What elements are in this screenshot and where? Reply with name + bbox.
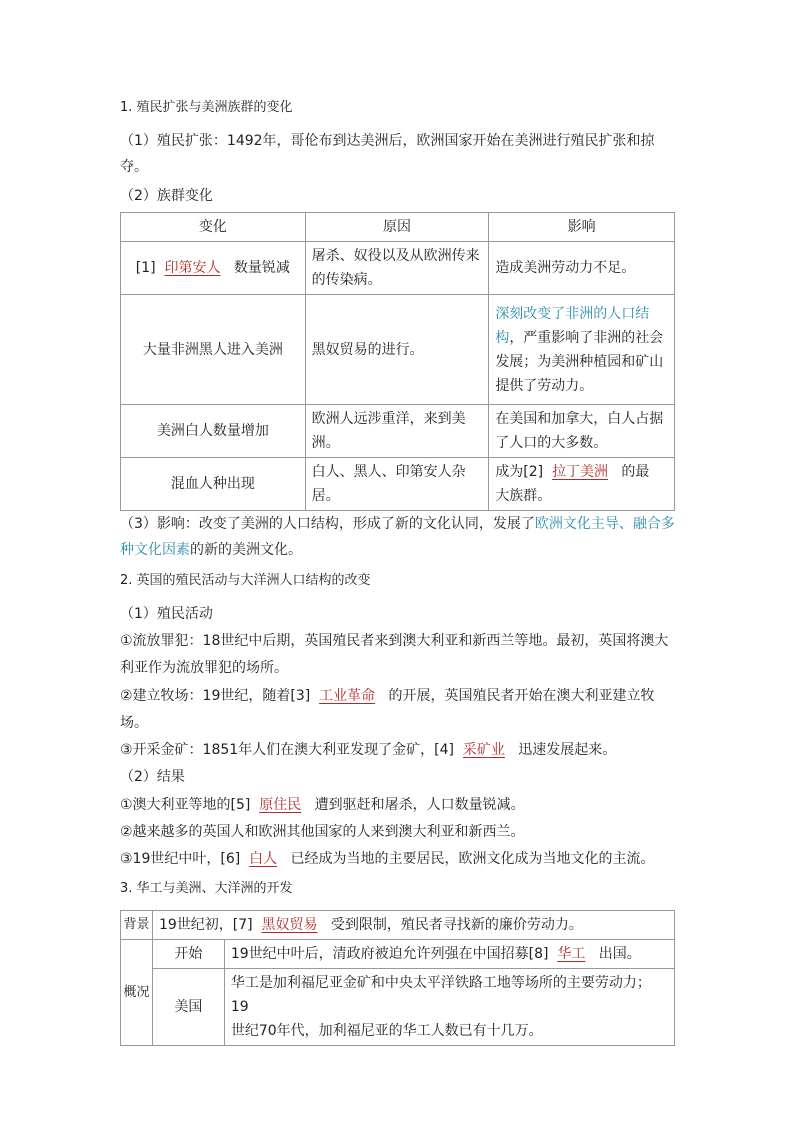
table-header-effect: 影响 <box>489 213 675 242</box>
chinese-laborers-table <box>120 910 675 1046</box>
effect-cell: 造成美洲劳动力不足。 <box>489 242 675 295</box>
effect-cell: 成为[2] 拉丁美洲 的最 大族群。 <box>489 458 675 511</box>
answer-blank: 白人 <box>249 851 278 867</box>
us-label: 美国 <box>152 969 224 1046</box>
cause-cell: 黑奴贸易的进行。 <box>305 295 489 405</box>
section-1-title: 1. 殖民扩张与美洲族群的变化 <box>120 100 293 115</box>
cause-cell: 屠杀、奴役以及从欧洲传来 的传染病。 <box>305 242 489 295</box>
section-1-para-2: （2）族群变化 <box>120 188 213 204</box>
table-row <box>121 405 675 458</box>
background-cell: 19世纪初，[7] 黑奴贸易 受到限制，殖民者寻找新的廉价劳动力。 <box>152 911 674 940</box>
cause-cell: 白人、黑人、印第安人杂 居。 <box>305 458 489 511</box>
answer-blank: 工业革命 <box>319 688 376 704</box>
answer-blank: 原住民 <box>259 797 302 813</box>
change-cell: [1] 印第安人 数量锐减 <box>121 242 306 295</box>
para-convicts-2: 利亚作为流放罪犯的场所。 <box>120 660 288 676</box>
para-convicts-1: ①流放罪犯：18世纪中后期，英国殖民者来到澳大利亚和新西兰等地。最初，英国将澳大 <box>120 633 669 649</box>
answer-blank: 采矿业 <box>462 742 505 758</box>
section-2-sub-1: （1）殖民活动 <box>120 606 213 622</box>
para-result-1: ①澳大利亚等地的[5] 原住民 遭到驱赶和屠杀，人口数量锐减。 <box>120 797 525 813</box>
section-3-title: 3. 华工与美洲、大洋洲的开发 <box>120 881 293 896</box>
para-result-2: ②越来越多的英国人和欧洲其他国家的人来到澳大利亚和新西兰。 <box>120 824 525 840</box>
section-1-para-3a: （3）影响：改变了美洲的人口结构，形成了新的文化认同，发展了欧洲文化主导、融合多 <box>120 516 675 532</box>
section-1-para-3b: 种文化因素的新的美洲文化。 <box>120 542 302 558</box>
table-header-cause: 原因 <box>305 213 489 242</box>
para-result-3: ③19世纪中叶，[6] 白人 已经成为当地的主要居民，欧洲文化成为当地文化的主流。 <box>120 851 655 867</box>
cause-cell: 欧洲人远涉重洋，来到美 洲。 <box>305 405 489 458</box>
section-1-para-1a: （1）殖民扩张：1492年，哥伦布到达美洲后，欧洲国家开始在美洲进行殖民扩张和掠 <box>120 133 655 149</box>
background-label: 背景 <box>121 911 153 940</box>
effect-cell: 在美国和加拿大，白人占据 了人口的大多数。 <box>489 405 675 458</box>
table-row <box>121 911 675 940</box>
section-2-title: 2. 英国的殖民活动与大洋洲人口结构的改变 <box>120 573 371 588</box>
change-cell: 大量非洲黑人进入美洲 <box>121 295 306 405</box>
para-ranches-2: 场。 <box>120 715 148 731</box>
table-header-change: 变化 <box>121 213 306 242</box>
start-label: 开始 <box>152 940 224 969</box>
table-row <box>121 458 675 511</box>
answer-blank: 印第安人 <box>164 260 221 276</box>
overview-label: 概况 <box>121 940 153 1046</box>
us-cell: 华工是加利福尼亚金矿和中央太平洋铁路工地等场所的主要劳动力；19 世纪70年代，加利福尼亚的华工人数已有十几万。 <box>224 969 674 1046</box>
answer-blank: 黑奴贸易 <box>261 917 318 933</box>
change-cell: 美洲白人数量增加 <box>121 405 306 458</box>
answer-blank: 拉丁美洲 <box>552 464 609 480</box>
table-row <box>121 295 675 405</box>
para-gold: ③开采金矿：1851年人们在澳大利亚发现了金矿，[4] 采矿业 迅速发展起来。 <box>120 742 617 758</box>
effect-cell: 深刻改变了非洲的人口结 构，严重影响了非洲的社会 发展；为美洲种植园和矿山 提供了劳动力。 <box>489 295 675 405</box>
para-ranches-1: ②建立牧场：19世纪，随着[3] 工业革命 的开展，英国殖民者开始在澳大利亚建立牧 <box>120 688 655 704</box>
table-row <box>121 969 675 1046</box>
section-2-sub-2: （2）结果 <box>120 769 185 785</box>
section-1-para-1b: 夺。 <box>120 159 148 175</box>
start-cell: 19世纪中叶后，清政府被迫允许列强在中国招募[8] 华工 出国。 <box>224 940 674 969</box>
answer-blank: 华工 <box>557 946 586 962</box>
ethnic-change-table <box>120 212 675 511</box>
table-row <box>121 940 675 969</box>
table-row <box>121 242 675 295</box>
change-cell: 混血人种出现 <box>121 458 306 511</box>
